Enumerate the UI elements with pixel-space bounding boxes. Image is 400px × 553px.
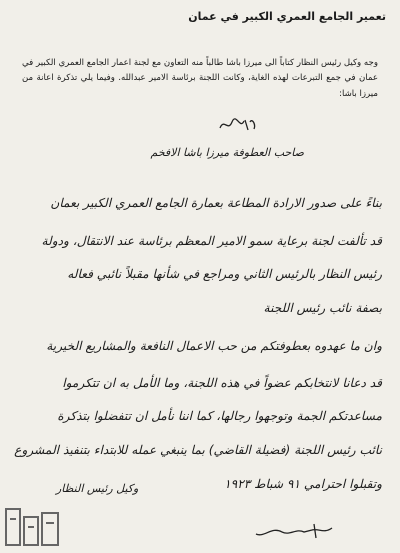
letter-line: مساعدتكم الجمة وتوجهوا رجالها، كما اننا نأمل ان تتفضلوا بتذكرة	[57, 409, 382, 423]
handwritten-signature	[252, 520, 342, 542]
letter-line: بناءً على صدور الارادة المطاعة بعمارة الجامع العمري الكبير بعمان	[50, 196, 382, 210]
page-title: تعمير الجامع العمري الكبير في عمان	[188, 10, 386, 23]
letter-line: قد دعانا لانتخابكم عضواً في هذه اللجنة، وما الأمل به ان تتكرموا	[62, 376, 382, 390]
intro-caption: وجه وكيل رئيس النظار كتاباً الى ميرزا باشا طالباً منه التعاون مع لجنة اعمار الجامع العمري الكبير في عمان في جمع التبرعات لهذه الغاية، وكانت اللجنة برئاسة الامير عبدالله. وفيما يلي تذكرة اعانة من ميرزا باشا:	[22, 58, 378, 99]
letter-line: قد تألفت لجنة برعاية سمو الامير المعظم برئاسة عند الانتقال، ودولة	[41, 234, 382, 248]
letter-line: بصفة نائب رئيس اللجنة	[263, 301, 382, 315]
archive-logo-watermark	[4, 503, 62, 551]
letter-line: نائب رئيس اللجنة (فضيلة القاضي) بما ينبغي عمله للابتداء بتنفيذ المشروع	[14, 443, 382, 457]
handwritten-letter	[14, 0, 382, 553]
letter-line: رئيس النظار بالرئيس الثاني ومراجع في شأنها مقبلاً نائبي فعاله	[67, 267, 382, 281]
letter-line: وان ما عهدوه بعطوفتكم من حب الاعمال النافعة والمشاريع الخيرية	[46, 339, 382, 353]
letter-salutation: صاحب العطوفة ميرزا باشا الافخم	[150, 146, 304, 159]
letter-date-line: وتقبلوا احترامي ٩١ شباط ١٩٢٣	[224, 477, 382, 491]
letter-closing: وكيل رئيس النظار	[56, 482, 139, 495]
